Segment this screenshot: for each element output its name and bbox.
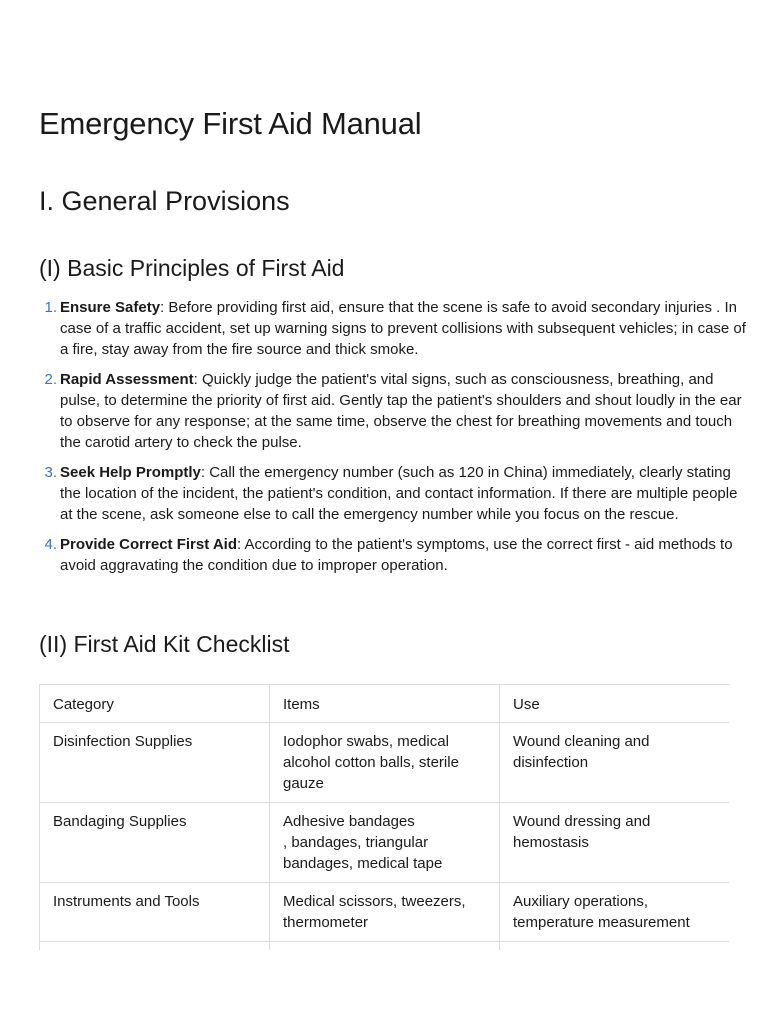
list-item-term: Seek Help Promptly: [60, 464, 201, 481]
column-header-use: Use: [500, 685, 730, 723]
section-heading: I. General Provisions: [39, 186, 290, 216]
table-cell: Auxiliary operations, temperature measurement: [500, 883, 730, 942]
column-header-category: Category: [40, 685, 270, 723]
table-row-cut-off: [40, 942, 730, 951]
table-cell: Iodophor swabs, medical alcohol cotton balls, sterile gauze: [270, 723, 500, 803]
list-item-term: Provide Correct First Aid: [60, 536, 237, 553]
list-item-text: : Call the emergency number (such as 120 in China) immediately, clearly stating the location of the incident, the patient's condition, and contact information. If there are multiple people at the scene, ask someone else to call the emergency number while you focus on the rescue.: [60, 464, 738, 523]
table-cell: Disinfection Supplies: [40, 723, 270, 803]
list-number: 2.: [44, 371, 57, 388]
table-cell-empty: [270, 942, 500, 951]
list-number: 3.: [44, 464, 57, 481]
table-cell: Bandaging Supplies: [40, 803, 270, 883]
column-header-items: Items: [270, 685, 500, 723]
table-row: [40, 883, 730, 942]
list-item: [44, 297, 751, 360]
list-item: [44, 369, 751, 453]
document-title: Emergency First Aid Manual: [39, 106, 422, 141]
table-cell: Adhesive bandages , bandages, triangular bandages, medical tape: [270, 803, 500, 883]
table-cell: Medical scissors, tweezers, thermometer: [270, 883, 500, 942]
list-item-term: Rapid Assessment: [60, 371, 194, 388]
table-cell: Wound cleaning and disinfection: [500, 723, 730, 803]
kit-heading: (II) First Aid Kit Checklist: [39, 631, 290, 657]
table-row: [40, 723, 730, 803]
table-cell: Wound dressing and hemostasis: [500, 803, 730, 883]
table-cell-empty: [500, 942, 730, 951]
list-item: [44, 462, 751, 525]
table-cell: Instruments and Tools: [40, 883, 270, 942]
list-number: 4.: [44, 536, 57, 553]
list-item-text: : According to the patient's symptoms, use the correct first - aid methods to avoid aggravating the condition due to improper operation.: [60, 536, 733, 574]
principles-heading: (I) Basic Principles of First Aid: [39, 255, 345, 281]
kit-table: [39, 684, 729, 950]
list-item-text: : Quickly judge the patient's vital signs, such as consciousness, breathing, and pulse, to determine the priority of first aid. Gently tap the patient's shoulders and shout loudly in the ear to observe for any response; at the same time, observe the chest for breathing movements and touch the carotid artery to check the pulse.: [60, 371, 742, 451]
principles-list: [39, 297, 751, 585]
list-item: [44, 534, 751, 576]
kit-table-container: [39, 684, 729, 950]
list-number: 1.: [44, 299, 57, 316]
table-header-row: [40, 685, 730, 723]
list-item-term: Ensure Safety: [60, 299, 161, 316]
table-cell-empty: [40, 942, 270, 951]
table-row: [40, 803, 730, 883]
list-item-text: : Before providing first aid, ensure that the scene is safe to avoid secondary injuries . In case of a traffic accident, set up warning signs to prevent collisions with subsequent vehicles; in case of a fire, stay away from the fire source and thick smoke.: [60, 299, 746, 358]
